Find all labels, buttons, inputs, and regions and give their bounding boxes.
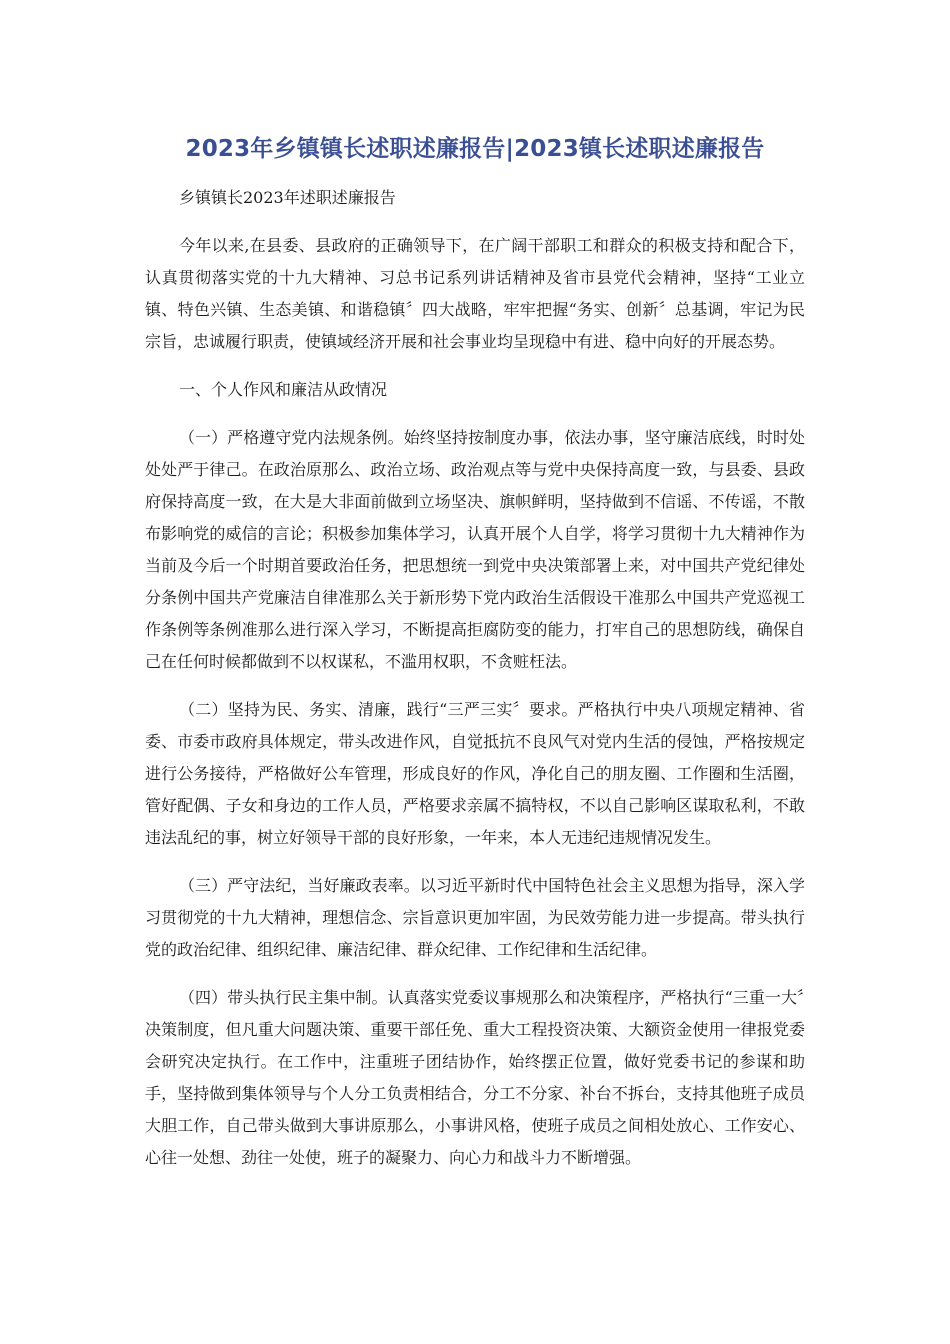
paragraph-3: （三）严守法纪，当好廉政表率。以习近平新时代中国特色社会主义思想为指导，深入学习贯彻党的十九大精神，理想信念、宗旨意识更加牢固，为民效劳能力进一步提高。带头执行党的政治纪律、组织纪律、廉洁纪律、群众纪律、工作纪律和生活纪律。: [145, 876, 805, 959]
intro-paragraph: 今年以来,在县委、县政府的正确领导下，在广阔干部职工和群众的积极支持和配合下，认真贯彻落实党的十九大精神、习总书记系列讲话精神及省市县党代会精神，坚持“工业立镇、特色兴镇、生态美镇、和谐稳镇〞四大战略，牢牢把握“务实、创新〞总基调，牢记为民宗旨，忠诚履行职责，使镇域经济开展和社会事业均呈现稳中有进、稳中向好的开展态势。: [145, 236, 805, 351]
paragraph-1: （一）严格遵守党内法规条例。始终坚持按制度办事，依法办事，坚守廉洁底线，时时处处处严于律己。在政治原那么、政治立场、政治观点等与党中央保持高度一致，与县委、县政府保持高度一致，在大是大非面前做到立场坚决、旗帜鲜明，坚持做到不信谣、不传谣，不散布影响党的威信的言论；积极参加集体学习，认真开展个人自学，将学习贯彻十九大精神作为当前及今后一个时期首要政治任务，把思想统一到党中央决策部署上来，对中国共产党纪律处分条例中国共产党廉洁自律准那么关于新形势下党内政治生活假设干准那么中国共产党巡视工作条例等条例准那么进行深入学习，不断提高拒腐防变的能力，打牢自己的思想防线，确保自己在任何时候都做到不以权谋私，不滥用权职，不贪赃枉法。: [145, 428, 805, 671]
paragraph-2: （二）坚持为民、务实、清廉，践行“三严三实〞要求。严格执行中央八项规定精神、省委、市委市政府具体规定，带头改进作风，自觉抵抗不良风气对党内生活的侵蚀，严格按规定进行公务接待，严格做好公车管理，形成良好的作风，净化自己的朋友圈、工作圈和生活圈，管好配偶、子女和身边的工作人员，严格要求亲属不搞特权，不以自己影响区谋取私利，不敢违法乱纪的事，树立好领导干部的良好形象，一年来，本人无违纪违规情况发生。: [145, 700, 805, 847]
paragraph-4: （四）带头执行民主集中制。认真落实党委议事规那么和决策程序，严格执行“三重一大〞决策制度，但凡重大问题决策、重要干部任免、重大工程投资决策、大额资金使用一律报党委会研究决定执行。在工作中，注重班子团结协作，始终摆正位置，做好党委书记的参谋和助手，坚持做到集体领导与个人分工负责相结合，分工不分家、补台不拆台，支持其他班子成员大胆工作，自己带头做到大事讲原那么，小事讲风格，使班子成员之间相处放心、工作安心、心往一处想、劲往一处使，班子的凝聚力、向心力和战斗力不断增强。: [145, 988, 805, 1167]
section-heading-1: 一、个人作风和廉洁从政情况: [179, 380, 388, 399]
document-subtitle: 乡镇镇长2023年述职述廉报告: [179, 188, 396, 207]
document-title: 2023年乡镇镇长述职述廉报告|2023镇长述职述廉报告: [185, 136, 765, 162]
